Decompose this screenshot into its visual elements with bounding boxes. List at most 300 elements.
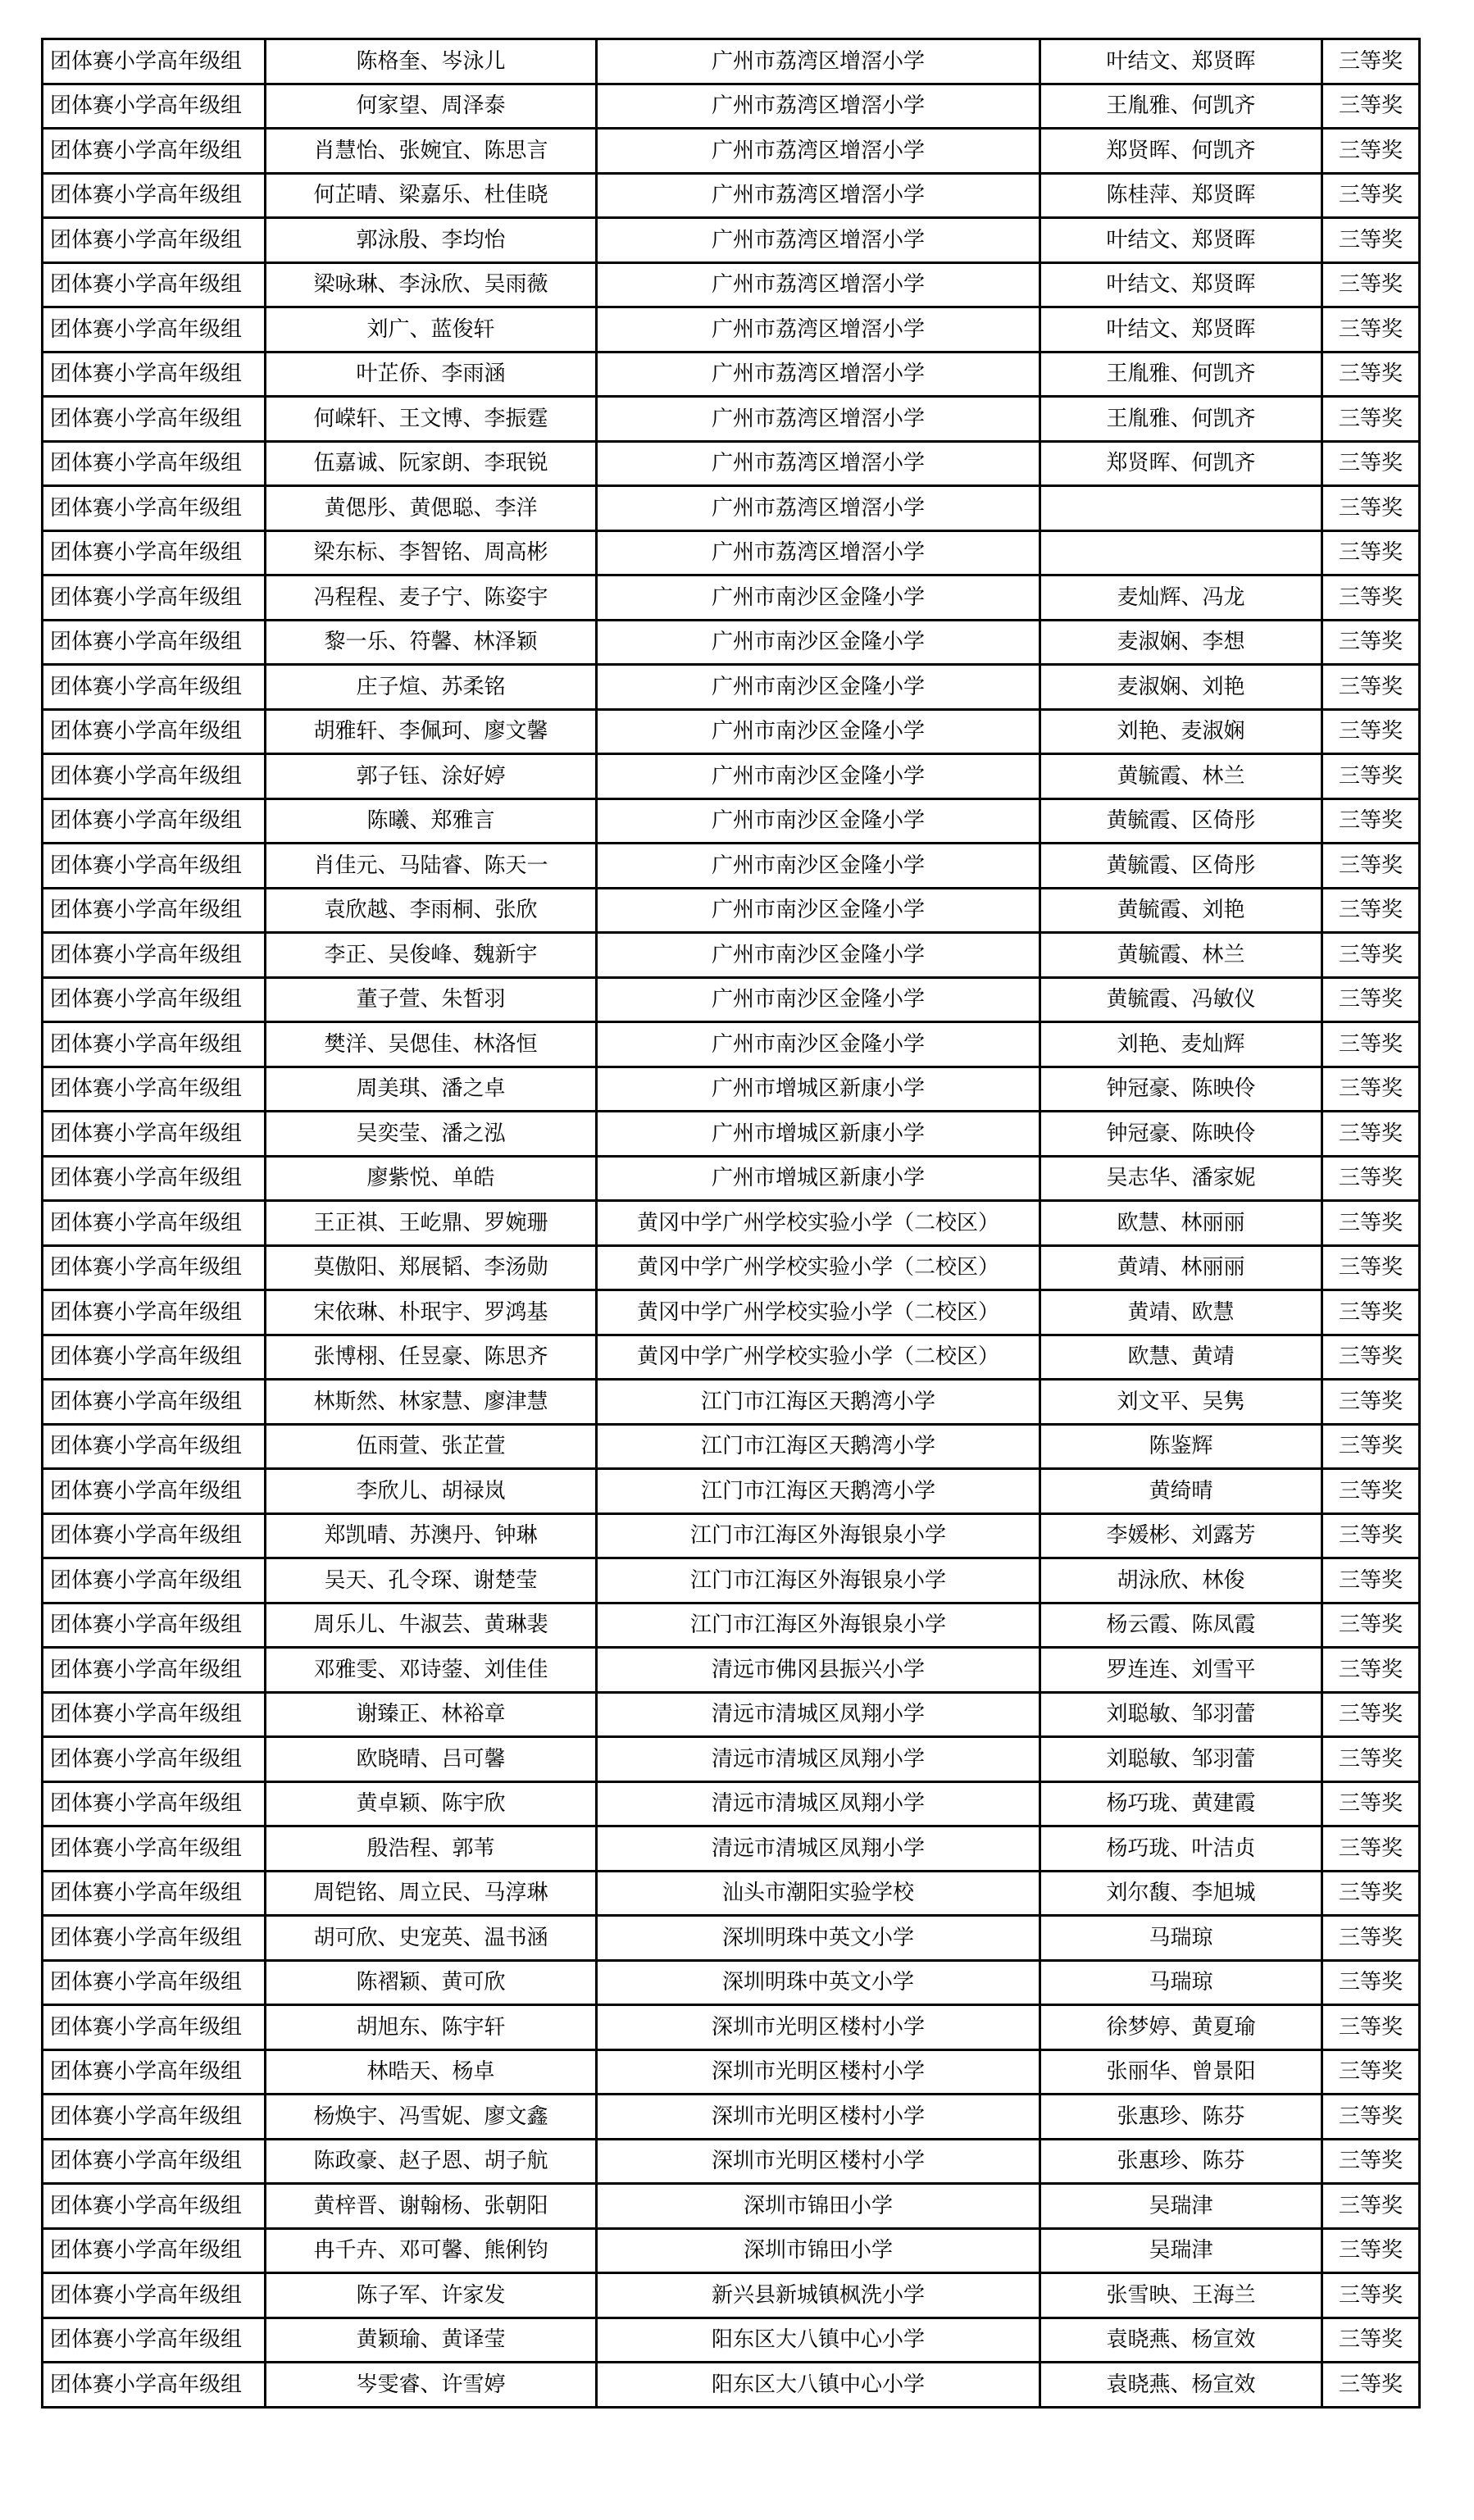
team-members-cell: 王正祺、王屹鼎、罗婉珊 (266, 1201, 597, 1246)
coach-cell: 杨云霞、陈凤霞 (1040, 1603, 1322, 1648)
coach-cell: 麦淑娴、李想 (1040, 620, 1322, 665)
table-row (43, 307, 1420, 353)
team-members-cell: 李欣儿、胡禄岚 (266, 1469, 597, 1514)
team-members-cell: 欧晓晴、吕可馨 (266, 1737, 597, 1782)
table-row (43, 1513, 1420, 1558)
school-cell: 深圳市锦田小学 (597, 2184, 1040, 2229)
team-members-cell: 宋依琳、朴珉宇、罗鸿基 (266, 1290, 597, 1335)
table-row (43, 2049, 1420, 2095)
award-level-cell: 三等奖 (1322, 1558, 1420, 1603)
team-members-cell: 莫傲阳、郑展韬、李汤勋 (266, 1245, 597, 1290)
team-members-cell: 林晧天、杨卓 (266, 2049, 597, 2095)
school-cell: 广州市南沙区金隆小学 (597, 709, 1040, 754)
team-members-cell: 廖紫悦、单皓 (266, 1156, 597, 1201)
category-cell: 团体赛小学高年级组 (43, 1781, 266, 1826)
school-cell: 广州市南沙区金隆小学 (597, 620, 1040, 665)
school-cell: 新兴县新城镇枫洗小学 (597, 2273, 1040, 2318)
category-cell: 团体赛小学高年级组 (43, 2005, 266, 2050)
category-cell: 团体赛小学高年级组 (43, 1648, 266, 1693)
coach-cell: 叶结文、郑贤晖 (1040, 218, 1322, 263)
team-members-cell: 伍嘉诚、阮家朗、李珉锐 (266, 441, 597, 486)
school-cell: 广州市荔湾区增滘小学 (597, 218, 1040, 263)
category-cell: 团体赛小学高年级组 (43, 2228, 266, 2273)
award-level-cell: 三等奖 (1322, 307, 1420, 353)
coach-cell: 欧慧、黄靖 (1040, 1335, 1322, 1380)
award-level-cell: 三等奖 (1322, 575, 1420, 621)
table-row (43, 1156, 1420, 1201)
table-row (43, 486, 1420, 531)
award-level-cell: 三等奖 (1322, 1916, 1420, 1961)
team-members-cell: 肖佳元、马陆睿、陈天一 (266, 844, 597, 889)
table-row (43, 575, 1420, 621)
coach-cell: 刘艳、麦灿辉 (1040, 1022, 1322, 1067)
team-members-cell: 叶芷侨、李雨涵 (266, 352, 597, 397)
table-row (43, 2095, 1420, 2140)
table-row (43, 218, 1420, 263)
category-cell: 团体赛小学高年级组 (43, 709, 266, 754)
coach-cell: 刘聪敏、邹羽蕾 (1040, 1692, 1322, 1737)
coach-cell: 黄毓霞、冯敏仪 (1040, 977, 1322, 1022)
category-cell: 团体赛小学高年级组 (43, 173, 266, 218)
school-cell: 广州市南沙区金隆小学 (597, 665, 1040, 710)
coach-cell: 张雪映、王海兰 (1040, 2273, 1322, 2318)
table-row (43, 1380, 1420, 1425)
award-level-cell: 三等奖 (1322, 754, 1420, 799)
school-cell: 广州市荔湾区增滘小学 (597, 84, 1040, 129)
category-cell: 团体赛小学高年级组 (43, 2184, 266, 2229)
coach-cell: 李媛彬、刘露芳 (1040, 1513, 1322, 1558)
coach-cell (1040, 530, 1322, 575)
award-level-cell: 三等奖 (1322, 1112, 1420, 1157)
award-level-cell: 三等奖 (1322, 1781, 1420, 1826)
coach-cell: 叶结文、郑贤晖 (1040, 39, 1322, 84)
category-cell: 团体赛小学高年级组 (43, 129, 266, 174)
team-members-cell: 郭泳殷、李均怡 (266, 218, 597, 263)
category-cell: 团体赛小学高年级组 (43, 486, 266, 531)
award-table (41, 38, 1421, 2409)
coach-cell: 张惠珍、陈芬 (1040, 2095, 1322, 2140)
school-cell: 黄冈中学广州学校实验小学（二校区） (597, 1290, 1040, 1335)
school-cell: 广州市南沙区金隆小学 (597, 1022, 1040, 1067)
coach-cell: 黄毓霞、林兰 (1040, 754, 1322, 799)
school-cell: 广州市荔湾区增滘小学 (597, 39, 1040, 84)
award-level-cell: 三等奖 (1322, 1290, 1420, 1335)
category-cell: 团体赛小学高年级组 (43, 2363, 266, 2408)
award-level-cell: 三等奖 (1322, 1960, 1420, 2005)
award-level-cell: 三等奖 (1322, 39, 1420, 84)
award-level-cell: 三等奖 (1322, 173, 1420, 218)
category-cell: 团体赛小学高年级组 (43, 262, 266, 307)
team-members-cell: 岑雯睿、许雪婷 (266, 2363, 597, 2408)
coach-cell: 吴志华、潘家妮 (1040, 1156, 1322, 1201)
coach-cell: 刘文平、吴隽 (1040, 1380, 1322, 1425)
award-level-cell: 三等奖 (1322, 1067, 1420, 1112)
award-level-cell: 三等奖 (1322, 2363, 1420, 2408)
award-level-cell: 三等奖 (1322, 1737, 1420, 1782)
coach-cell: 胡泳欣、林俊 (1040, 1558, 1322, 1603)
award-level-cell: 三等奖 (1322, 1603, 1420, 1648)
school-cell: 广州市南沙区金隆小学 (597, 754, 1040, 799)
table-row (43, 1603, 1420, 1648)
table-row (43, 1022, 1420, 1067)
category-cell: 团体赛小学高年级组 (43, 844, 266, 889)
award-level-cell: 三等奖 (1322, 844, 1420, 889)
table-row (43, 129, 1420, 174)
school-cell: 江门市江海区外海银泉小学 (597, 1558, 1040, 1603)
category-cell: 团体赛小学高年级组 (43, 1692, 266, 1737)
school-cell: 广州市荔湾区增滘小学 (597, 173, 1040, 218)
award-level-cell: 三等奖 (1322, 218, 1420, 263)
coach-cell: 张丽华、曾景阳 (1040, 2049, 1322, 2095)
school-cell: 江门市江海区天鹅湾小学 (597, 1380, 1040, 1425)
team-members-cell: 黄梓晋、谢翰杨、张朝阳 (266, 2184, 597, 2229)
award-level-cell: 三等奖 (1322, 129, 1420, 174)
school-cell: 江门市江海区外海银泉小学 (597, 1603, 1040, 1648)
coach-cell: 郑贤晖、何凯齐 (1040, 129, 1322, 174)
award-level-cell: 三等奖 (1322, 530, 1420, 575)
school-cell: 江门市江海区天鹅湾小学 (597, 1469, 1040, 1514)
award-level-cell: 三等奖 (1322, 620, 1420, 665)
coach-cell: 钟冠豪、陈映伶 (1040, 1112, 1322, 1157)
category-cell: 团体赛小学高年级组 (43, 1558, 266, 1603)
team-members-cell: 胡可欣、史宠英、温书涵 (266, 1916, 597, 1961)
team-members-cell: 陈子军、许家发 (266, 2273, 597, 2318)
team-members-cell: 何芷晴、梁嘉乐、杜佳晓 (266, 173, 597, 218)
school-cell: 江门市江海区外海银泉小学 (597, 1513, 1040, 1558)
award-level-cell: 三等奖 (1322, 2005, 1420, 2050)
award-level-cell: 三等奖 (1322, 84, 1420, 129)
team-members-cell: 李正、吴俊峰、魏新宇 (266, 933, 597, 978)
award-level-cell: 三等奖 (1322, 1201, 1420, 1246)
team-members-cell: 胡旭东、陈宇轩 (266, 2005, 597, 2050)
category-cell: 团体赛小学高年级组 (43, 84, 266, 129)
school-cell: 广州市南沙区金隆小学 (597, 844, 1040, 889)
school-cell: 广州市增城区新康小学 (597, 1067, 1040, 1112)
team-members-cell: 吴天、孔令琛、谢楚莹 (266, 1558, 597, 1603)
award-level-cell: 三等奖 (1322, 352, 1420, 397)
team-members-cell: 陈曦、郑雅言 (266, 798, 597, 844)
table-row (43, 530, 1420, 575)
team-members-cell: 郭子钰、涂好婷 (266, 754, 597, 799)
coach-cell: 袁晓燕、杨宣效 (1040, 2363, 1322, 2408)
school-cell: 深圳市光明区楼村小学 (597, 2095, 1040, 2140)
table-row (43, 2363, 1420, 2408)
award-level-cell: 三等奖 (1322, 2318, 1420, 2363)
school-cell: 清远市佛冈县振兴小学 (597, 1648, 1040, 1693)
award-level-cell: 三等奖 (1322, 1513, 1420, 1558)
school-cell: 江门市江海区天鹅湾小学 (597, 1424, 1040, 1469)
category-cell: 团体赛小学高年级组 (43, 933, 266, 978)
table-row (43, 2318, 1420, 2363)
school-cell: 汕头市潮阳实验学校 (597, 1871, 1040, 1916)
coach-cell: 麦灿辉、冯龙 (1040, 575, 1322, 621)
category-cell: 团体赛小学高年级组 (43, 798, 266, 844)
category-cell: 团体赛小学高年级组 (43, 754, 266, 799)
coach-cell: 陈桂萍、郑贤晖 (1040, 173, 1322, 218)
coach-cell: 欧慧、林丽丽 (1040, 1201, 1322, 1246)
category-cell: 团体赛小学高年级组 (43, 1826, 266, 1872)
category-cell: 团体赛小学高年级组 (43, 575, 266, 621)
table-row (43, 352, 1420, 397)
coach-cell: 叶结文、郑贤晖 (1040, 262, 1322, 307)
school-cell: 广州市荔湾区增滘小学 (597, 307, 1040, 353)
category-cell: 团体赛小学高年级组 (43, 2273, 266, 2318)
table-row (43, 798, 1420, 844)
category-cell: 团体赛小学高年级组 (43, 218, 266, 263)
award-level-cell: 三等奖 (1322, 2139, 1420, 2184)
award-level-cell: 三等奖 (1322, 1245, 1420, 1290)
team-members-cell: 冉千卉、邓可馨、熊俐钧 (266, 2228, 597, 2273)
category-cell: 团体赛小学高年级组 (43, 1603, 266, 1648)
table-row (43, 2005, 1420, 2050)
school-cell: 广州市增城区新康小学 (597, 1112, 1040, 1157)
coach-cell: 黄靖、欧慧 (1040, 1290, 1322, 1335)
award-level-cell: 三等奖 (1322, 1648, 1420, 1693)
coach-cell: 吴瑞津 (1040, 2228, 1322, 2273)
category-cell: 团体赛小学高年级组 (43, 1380, 266, 1425)
team-members-cell: 樊洋、吴偲佳、林洛恒 (266, 1022, 597, 1067)
team-members-cell: 何嵘轩、王文博、李振霆 (266, 397, 597, 442)
table-row (43, 1648, 1420, 1693)
category-cell: 团体赛小学高年级组 (43, 1156, 266, 1201)
category-cell: 团体赛小学高年级组 (43, 1245, 266, 1290)
coach-cell: 郑贤晖、何凯齐 (1040, 441, 1322, 486)
category-cell: 团体赛小学高年级组 (43, 1737, 266, 1782)
category-cell: 团体赛小学高年级组 (43, 307, 266, 353)
team-members-cell: 郑凯晴、苏澳丹、钟琳 (266, 1513, 597, 1558)
category-cell: 团体赛小学高年级组 (43, 1513, 266, 1558)
award-level-cell: 三等奖 (1322, 1022, 1420, 1067)
school-cell: 阳东区大八镇中心小学 (597, 2363, 1040, 2408)
school-cell: 广州市荔湾区增滘小学 (597, 262, 1040, 307)
award-level-cell: 三等奖 (1322, 486, 1420, 531)
coach-cell: 钟冠豪、陈映伶 (1040, 1067, 1322, 1112)
coach-cell: 陈鉴辉 (1040, 1424, 1322, 1469)
team-members-cell: 谢臻正、林裕章 (266, 1692, 597, 1737)
coach-cell: 罗连连、刘雪平 (1040, 1648, 1322, 1693)
category-cell: 团体赛小学高年级组 (43, 2095, 266, 2140)
school-cell: 广州市南沙区金隆小学 (597, 575, 1040, 621)
table-row (43, 1335, 1420, 1380)
coach-cell: 刘艳、麦淑娴 (1040, 709, 1322, 754)
team-members-cell: 陈格奎、岑泳儿 (266, 39, 597, 84)
team-members-cell: 林斯然、林家慧、廖津慧 (266, 1380, 597, 1425)
team-members-cell: 何家望、周泽泰 (266, 84, 597, 129)
award-level-cell: 三等奖 (1322, 709, 1420, 754)
award-level-cell: 三等奖 (1322, 1424, 1420, 1469)
team-members-cell: 肖慧怡、张婉宜、陈思言 (266, 129, 597, 174)
table-row (43, 2139, 1420, 2184)
school-cell: 广州市南沙区金隆小学 (597, 933, 1040, 978)
team-members-cell: 黎一乐、符馨、林泽颖 (266, 620, 597, 665)
category-cell: 团体赛小学高年级组 (43, 665, 266, 710)
team-members-cell: 庄子煊、苏柔铭 (266, 665, 597, 710)
coach-cell: 叶结文、郑贤晖 (1040, 307, 1322, 353)
table-row (43, 977, 1420, 1022)
table-row (43, 1692, 1420, 1737)
table-row (43, 1245, 1420, 1290)
team-members-cell: 黄卓颖、陈宇欣 (266, 1781, 597, 1826)
school-cell: 深圳明珠中英文小学 (597, 1960, 1040, 2005)
award-level-cell: 三等奖 (1322, 397, 1420, 442)
coach-cell: 马瑞琼 (1040, 1916, 1322, 1961)
coach-cell: 杨巧珑、叶洁贞 (1040, 1826, 1322, 1872)
coach-cell (1040, 486, 1322, 531)
coach-cell: 吴瑞津 (1040, 2184, 1322, 2229)
team-members-cell: 董子萱、朱皙羽 (266, 977, 597, 1022)
table-row (43, 754, 1420, 799)
category-cell: 团体赛小学高年级组 (43, 1424, 266, 1469)
award-level-cell: 三等奖 (1322, 888, 1420, 933)
table-row (43, 1469, 1420, 1514)
award-level-cell: 三等奖 (1322, 2049, 1420, 2095)
school-cell: 清远市清城区凤翔小学 (597, 1826, 1040, 1872)
school-cell: 广州市南沙区金隆小学 (597, 977, 1040, 1022)
team-members-cell: 周铠铭、周立民、马淳琳 (266, 1871, 597, 1916)
category-cell: 团体赛小学高年级组 (43, 530, 266, 575)
award-level-cell: 三等奖 (1322, 665, 1420, 710)
table-row (43, 1290, 1420, 1335)
team-members-cell: 邓雅雯、邓诗蓥、刘佳佳 (266, 1648, 597, 1693)
table-row (43, 84, 1420, 129)
table-row (43, 665, 1420, 710)
school-cell: 广州市荔湾区增滘小学 (597, 352, 1040, 397)
table-row (43, 933, 1420, 978)
school-cell: 深圳市光明区楼村小学 (597, 2139, 1040, 2184)
category-cell: 团体赛小学高年级组 (43, 441, 266, 486)
category-cell: 团体赛小学高年级组 (43, 1335, 266, 1380)
team-members-cell: 陈褶颖、黄可欣 (266, 1960, 597, 2005)
award-level-cell: 三等奖 (1322, 1380, 1420, 1425)
table-row (43, 1826, 1420, 1872)
category-cell: 团体赛小学高年级组 (43, 2139, 266, 2184)
award-level-cell: 三等奖 (1322, 2184, 1420, 2229)
school-cell: 清远市清城区凤翔小学 (597, 1737, 1040, 1782)
award-level-cell: 三等奖 (1322, 1692, 1420, 1737)
team-members-cell: 梁东标、李智铭、周高彬 (266, 530, 597, 575)
category-cell: 团体赛小学高年级组 (43, 39, 266, 84)
team-members-cell: 杨焕宇、冯雪妮、廖文鑫 (266, 2095, 597, 2140)
team-members-cell: 黄颖瑜、黄译莹 (266, 2318, 597, 2363)
category-cell: 团体赛小学高年级组 (43, 397, 266, 442)
award-level-cell: 三等奖 (1322, 1156, 1420, 1201)
team-members-cell: 吴奕莹、潘之泓 (266, 1112, 597, 1157)
table-row (43, 2228, 1420, 2273)
team-members-cell: 周乐儿、牛淑芸、黄琳裴 (266, 1603, 597, 1648)
coach-cell: 黄毓霞、刘艳 (1040, 888, 1322, 933)
team-members-cell: 周美琪、潘之卓 (266, 1067, 597, 1112)
table-row (43, 1737, 1420, 1782)
school-cell: 深圳市光明区楼村小学 (597, 2049, 1040, 2095)
award-level-cell: 三等奖 (1322, 2228, 1420, 2273)
team-members-cell: 冯程程、麦子宁、陈姿宇 (266, 575, 597, 621)
category-cell: 团体赛小学高年级组 (43, 1112, 266, 1157)
table-row (43, 1112, 1420, 1157)
category-cell: 团体赛小学高年级组 (43, 1916, 266, 1961)
table-row (43, 1067, 1420, 1112)
school-cell: 广州市荔湾区增滘小学 (597, 486, 1040, 531)
category-cell: 团体赛小学高年级组 (43, 1201, 266, 1246)
category-cell: 团体赛小学高年级组 (43, 1290, 266, 1335)
team-members-cell: 梁咏琳、李泳欣、吴雨薇 (266, 262, 597, 307)
school-cell: 阳东区大八镇中心小学 (597, 2318, 1040, 2363)
school-cell: 黄冈中学广州学校实验小学（二校区） (597, 1245, 1040, 1290)
school-cell: 广州市南沙区金隆小学 (597, 888, 1040, 933)
coach-cell: 徐梦婷、黄夏瑜 (1040, 2005, 1322, 2050)
table-row (43, 1201, 1420, 1246)
school-cell: 广州市荔湾区增滘小学 (597, 530, 1040, 575)
coach-cell: 黄绮晴 (1040, 1469, 1322, 1514)
team-members-cell: 黄偲彤、黄偲聪、李洋 (266, 486, 597, 531)
school-cell: 深圳市锦田小学 (597, 2228, 1040, 2273)
coach-cell: 马瑞琼 (1040, 1960, 1322, 2005)
award-level-cell: 三等奖 (1322, 798, 1420, 844)
school-cell: 广州市南沙区金隆小学 (597, 798, 1040, 844)
category-cell: 团体赛小学高年级组 (43, 888, 266, 933)
award-level-cell: 三等奖 (1322, 1871, 1420, 1916)
category-cell: 团体赛小学高年级组 (43, 1469, 266, 1514)
table-row (43, 441, 1420, 486)
team-members-cell: 胡雅轩、李佩珂、廖文馨 (266, 709, 597, 754)
table-row (43, 397, 1420, 442)
award-level-cell: 三等奖 (1322, 1335, 1420, 1380)
award-level-cell: 三等奖 (1322, 977, 1420, 1022)
school-cell: 深圳市光明区楼村小学 (597, 2005, 1040, 2050)
award-level-cell: 三等奖 (1322, 1469, 1420, 1514)
coach-cell: 王胤雅、何凯齐 (1040, 84, 1322, 129)
table-row (43, 1871, 1420, 1916)
coach-cell: 王胤雅、何凯齐 (1040, 352, 1322, 397)
award-level-cell: 三等奖 (1322, 933, 1420, 978)
coach-cell: 刘聪敏、邹羽蕾 (1040, 1737, 1322, 1782)
coach-cell: 张惠珍、陈芬 (1040, 2139, 1322, 2184)
table-row (43, 2184, 1420, 2229)
category-cell: 团体赛小学高年级组 (43, 2049, 266, 2095)
table-row (43, 844, 1420, 889)
coach-cell: 杨巧珑、黄建霞 (1040, 1781, 1322, 1826)
school-cell: 广州市荔湾区增滘小学 (597, 397, 1040, 442)
award-level-cell: 三等奖 (1322, 2273, 1420, 2318)
team-members-cell: 陈政豪、赵子恩、胡子航 (266, 2139, 597, 2184)
award-level-cell: 三等奖 (1322, 2095, 1420, 2140)
table-row (43, 262, 1420, 307)
category-cell: 团体赛小学高年级组 (43, 977, 266, 1022)
school-cell: 深圳明珠中英文小学 (597, 1916, 1040, 1961)
coach-cell: 黄靖、林丽丽 (1040, 1245, 1322, 1290)
coach-cell: 黄毓霞、区倚彤 (1040, 844, 1322, 889)
table-row (43, 1781, 1420, 1826)
category-cell: 团体赛小学高年级组 (43, 620, 266, 665)
award-table-body (43, 39, 1420, 2408)
school-cell: 清远市清城区凤翔小学 (597, 1692, 1040, 1737)
school-cell: 清远市清城区凤翔小学 (597, 1781, 1040, 1826)
team-members-cell: 张博栩、任昱豪、陈思齐 (266, 1335, 597, 1380)
coach-cell: 刘尔馥、李旭城 (1040, 1871, 1322, 1916)
table-row (43, 2273, 1420, 2318)
table-row (43, 39, 1420, 84)
category-cell: 团体赛小学高年级组 (43, 2318, 266, 2363)
coach-cell: 王胤雅、何凯齐 (1040, 397, 1322, 442)
table-row (43, 1916, 1420, 1961)
table-row (43, 1960, 1420, 2005)
team-members-cell: 袁欣越、李雨桐、张欣 (266, 888, 597, 933)
school-cell: 广州市荔湾区增滘小学 (597, 441, 1040, 486)
coach-cell: 黄毓霞、区倚彤 (1040, 798, 1322, 844)
table-row (43, 173, 1420, 218)
award-level-cell: 三等奖 (1322, 441, 1420, 486)
table-row (43, 709, 1420, 754)
coach-cell: 麦淑娴、刘艳 (1040, 665, 1322, 710)
